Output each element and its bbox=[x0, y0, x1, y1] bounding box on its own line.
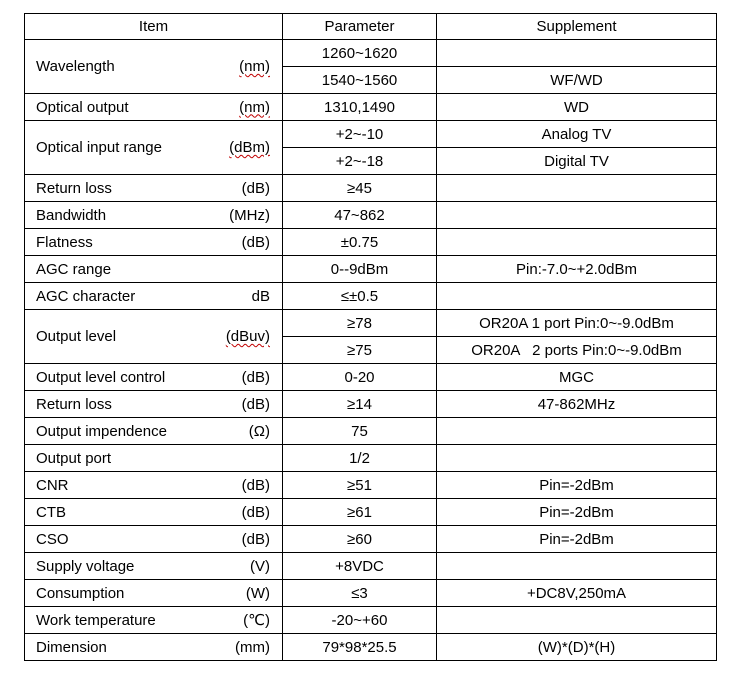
table-row bbox=[25, 499, 717, 526]
table-row bbox=[25, 472, 717, 499]
row-unit: (dBuv) bbox=[203, 310, 283, 364]
row-param: ≥45 bbox=[283, 175, 437, 202]
row-name: CNR bbox=[25, 472, 203, 499]
row-name: CSO bbox=[25, 526, 203, 553]
table-row bbox=[25, 580, 717, 607]
row-unit: (dB) bbox=[203, 472, 283, 499]
row-name: Return loss bbox=[25, 175, 203, 202]
table-row bbox=[25, 634, 717, 661]
table-row bbox=[25, 229, 717, 256]
row-unit: (dB) bbox=[203, 175, 283, 202]
row-unit: (dBm) bbox=[203, 121, 283, 175]
header-item: Item bbox=[25, 14, 283, 40]
row-param: ±0.75 bbox=[283, 229, 437, 256]
row-param: ≥14 bbox=[283, 391, 437, 418]
table-row bbox=[25, 256, 717, 283]
row-supplement bbox=[437, 607, 717, 634]
row-unit: (Ω) bbox=[203, 418, 283, 445]
row-supplement bbox=[437, 229, 717, 256]
row-supplement: WF/WD bbox=[437, 67, 717, 94]
table-row bbox=[25, 391, 717, 418]
row-supplement: OR20A 1 port Pin:0~-9.0dBm bbox=[437, 310, 717, 337]
row-unit: (dB) bbox=[203, 499, 283, 526]
row-supplement bbox=[437, 553, 717, 580]
row-name: Consumption bbox=[25, 580, 203, 607]
row-supplement bbox=[437, 175, 717, 202]
spec-table bbox=[24, 13, 717, 661]
row-supplement bbox=[437, 202, 717, 229]
row-param: ≥51 bbox=[283, 472, 437, 499]
row-supplement: OR20A 2 ports Pin:0~-9.0dBm bbox=[437, 337, 717, 364]
table-row bbox=[25, 526, 717, 553]
row-name: Supply voltage bbox=[25, 553, 203, 580]
table-row bbox=[25, 553, 717, 580]
row-param: 75 bbox=[283, 418, 437, 445]
header-row bbox=[25, 14, 717, 40]
row-param: +8VDC bbox=[283, 553, 437, 580]
table-row bbox=[25, 445, 717, 472]
row-name: Flatness bbox=[25, 229, 203, 256]
row-supplement: +DC8V,250mA bbox=[437, 580, 717, 607]
row-param: 1260~1620 bbox=[283, 40, 437, 67]
row-param: ≥78 bbox=[283, 310, 437, 337]
row-supplement bbox=[437, 283, 717, 310]
row-unit: (W) bbox=[203, 580, 283, 607]
row-param: 0-20 bbox=[283, 364, 437, 391]
row-supplement: Pin=-2dBm bbox=[437, 472, 717, 499]
row-unit: (mm) bbox=[203, 634, 283, 661]
table-row bbox=[25, 418, 717, 445]
row-supplement: Pin=-2dBm bbox=[437, 499, 717, 526]
table-row bbox=[25, 175, 717, 202]
row-param: ≥75 bbox=[283, 337, 437, 364]
table-row bbox=[25, 310, 717, 337]
row-name: Bandwidth bbox=[25, 202, 203, 229]
table-row bbox=[25, 364, 717, 391]
row-supplement bbox=[437, 40, 717, 67]
row-unit: (MHz) bbox=[203, 202, 283, 229]
row-name: Output level control bbox=[25, 364, 203, 391]
row-param: 1540~1560 bbox=[283, 67, 437, 94]
row-param: 79*98*25.5 bbox=[283, 634, 437, 661]
row-supplement bbox=[437, 418, 717, 445]
row-supplement: WD bbox=[437, 94, 717, 121]
row-param: +2~-10 bbox=[283, 121, 437, 148]
row-param: 0--9dBm bbox=[283, 256, 437, 283]
row-name: Work temperature bbox=[25, 607, 203, 634]
row-supplement: Analog TV bbox=[437, 121, 717, 148]
table-row bbox=[25, 202, 717, 229]
row-name: Optical output bbox=[25, 94, 203, 121]
table-row bbox=[25, 94, 717, 121]
row-unit: (dB) bbox=[203, 526, 283, 553]
row-param: ≤3 bbox=[283, 580, 437, 607]
row-supplement: MGC bbox=[437, 364, 717, 391]
row-name: Optical input range bbox=[25, 121, 203, 175]
row-name: Wavelength bbox=[25, 40, 203, 94]
row-unit: dB bbox=[203, 283, 283, 310]
table-row bbox=[25, 121, 717, 148]
row-unit: (dB) bbox=[203, 364, 283, 391]
row-supplement: 47-862MHz bbox=[437, 391, 717, 418]
row-name: CTB bbox=[25, 499, 203, 526]
table-row bbox=[25, 283, 717, 310]
row-name: Return loss bbox=[25, 391, 203, 418]
row-param: 1/2 bbox=[283, 445, 437, 472]
row-name: Output port bbox=[25, 445, 203, 472]
row-supplement: Pin:-7.0~+2.0dBm bbox=[437, 256, 717, 283]
row-name: AGC range bbox=[25, 256, 203, 283]
row-param: -20~+60 bbox=[283, 607, 437, 634]
row-unit: (V) bbox=[203, 553, 283, 580]
row-supplement: Pin=-2dBm bbox=[437, 526, 717, 553]
row-supplement bbox=[437, 445, 717, 472]
row-supplement: (W)*(D)*(H) bbox=[437, 634, 717, 661]
row-name: Output impendence bbox=[25, 418, 203, 445]
row-unit bbox=[203, 256, 283, 283]
row-param: 47~862 bbox=[283, 202, 437, 229]
row-supplement: Digital TV bbox=[437, 148, 717, 175]
row-name: Dimension bbox=[25, 634, 203, 661]
header-parameter: Parameter bbox=[283, 14, 437, 40]
row-unit: (℃) bbox=[203, 607, 283, 634]
row-name: Output level bbox=[25, 310, 203, 364]
row-unit: (nm) bbox=[203, 40, 283, 94]
row-param: ≥61 bbox=[283, 499, 437, 526]
row-unit: (nm) bbox=[203, 94, 283, 121]
row-unit: (dB) bbox=[203, 229, 283, 256]
row-unit: (dB) bbox=[203, 391, 283, 418]
row-unit bbox=[203, 445, 283, 472]
row-param: ≤±0.5 bbox=[283, 283, 437, 310]
row-name: AGC character bbox=[25, 283, 203, 310]
table-row bbox=[25, 40, 717, 67]
row-param: +2~-18 bbox=[283, 148, 437, 175]
header-supplement: Supplement bbox=[437, 14, 717, 40]
table-row bbox=[25, 607, 717, 634]
row-param: 1310,1490 bbox=[283, 94, 437, 121]
row-param: ≥60 bbox=[283, 526, 437, 553]
